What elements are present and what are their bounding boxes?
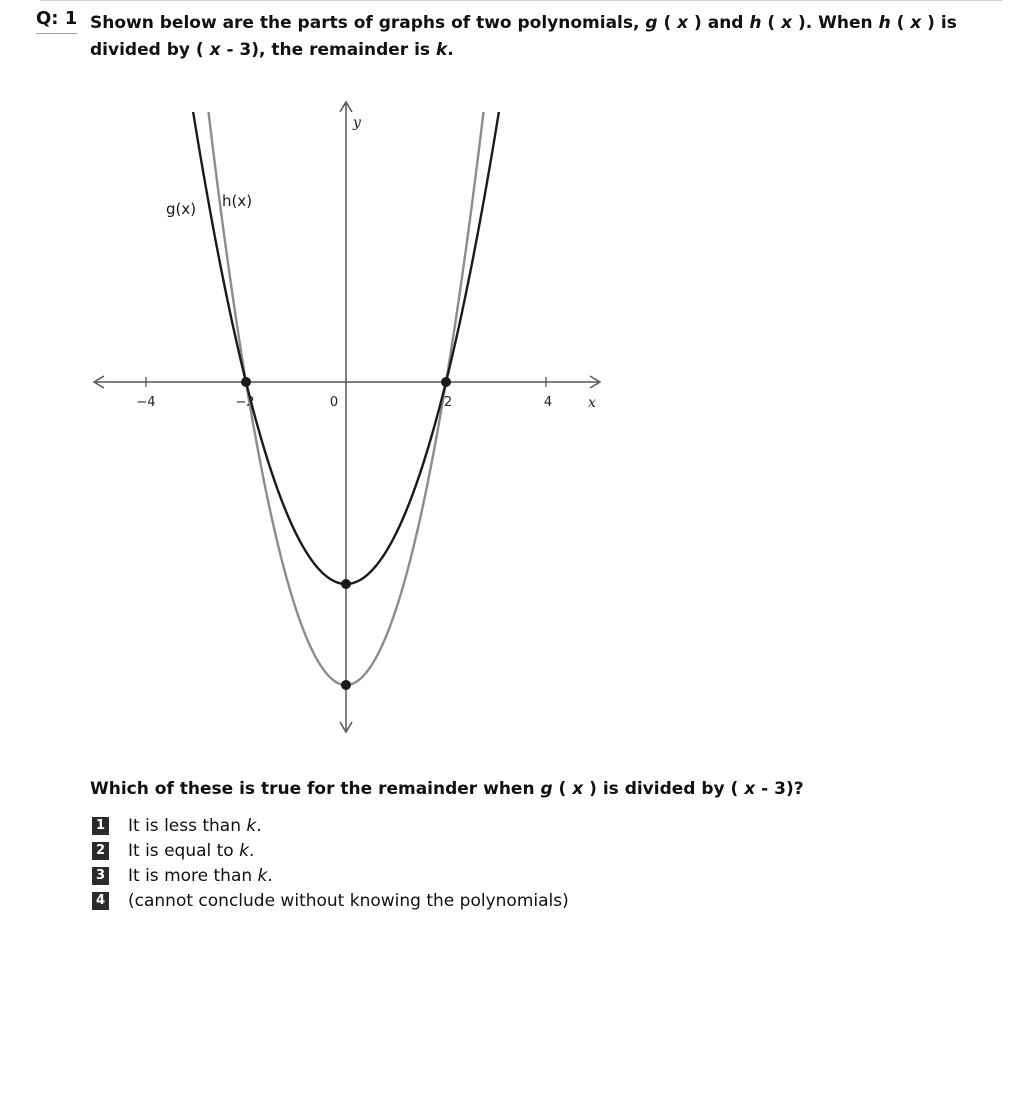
- sub-question-text: Which of these is true for the remainder when g ( x ) is divided by ( x - 3)?: [90, 779, 804, 799]
- answer-choices: [92, 813, 569, 913]
- choice-text: It is more than k.: [128, 865, 273, 886]
- polynomial-graph: [78, 92, 618, 742]
- point-g-h-intercept-right: [441, 377, 451, 387]
- choice-number-badge: 1: [92, 817, 109, 835]
- x-tick-label-4: 4: [543, 395, 553, 410]
- choice-text: It is less than k.: [128, 815, 262, 836]
- choice-2[interactable]: [92, 838, 569, 863]
- h-curve-label: h(x): [222, 192, 253, 210]
- y-axis-label: y: [353, 115, 361, 131]
- choice-number-badge: 4: [92, 892, 109, 910]
- point-h-vertex: [341, 680, 351, 690]
- x-tick-label-2: 2: [443, 395, 453, 410]
- point-g-h-intercept-left: [241, 377, 251, 387]
- question-text: Shown below are the parts of graphs of two polynomials, g ( x ) and h ( x ). When h ( x ) is divided by ( x - 3), the remainder is k.: [90, 13, 957, 60]
- choice-number-badge: 3: [92, 867, 109, 885]
- choice-3[interactable]: [92, 863, 569, 888]
- g-curve-label: g(x): [166, 200, 197, 218]
- choice-1[interactable]: [92, 813, 569, 838]
- top-divider: [40, 0, 1002, 1]
- x-tick-label-neg2: −2: [235, 395, 255, 410]
- choice-4[interactable]: [92, 888, 569, 913]
- point-g-vertex: [341, 579, 351, 589]
- x-tick-label-0: 0: [329, 395, 339, 410]
- x-tick-label-neg4: −4: [136, 395, 156, 410]
- x-axis-label: x: [588, 395, 596, 411]
- question-number: Q: 1: [36, 8, 77, 34]
- choice-text: (cannot conclude without knowing the polynomials): [128, 890, 569, 911]
- choice-text: It is equal to k.: [128, 840, 255, 861]
- choice-number-badge: 2: [92, 842, 109, 860]
